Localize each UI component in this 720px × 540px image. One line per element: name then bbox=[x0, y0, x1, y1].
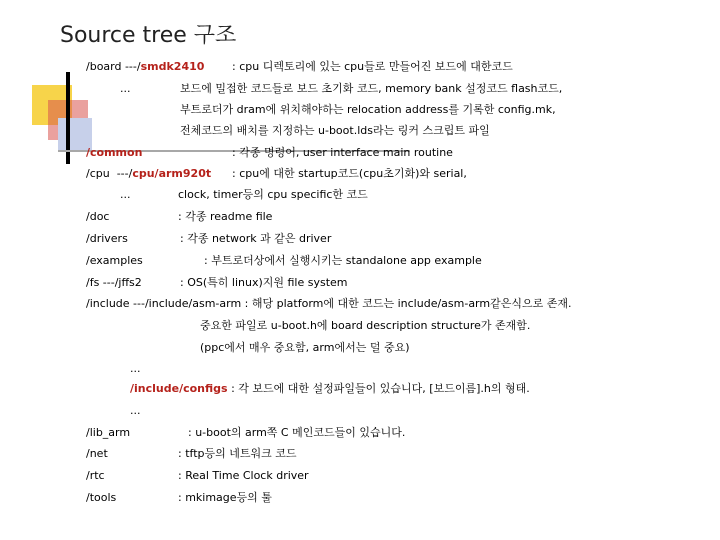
board-dir: smdk2410 bbox=[140, 60, 205, 73]
board-desc-1: : cpu 디렉토리에 있는 cpu들로 만들어진 보드에 대한코드 bbox=[232, 60, 513, 73]
board-ellipsis: ... bbox=[120, 82, 131, 95]
cpu-prefix: /cpu ---/ bbox=[86, 167, 133, 180]
fs-desc: : OS(특히 linux)지원 file system bbox=[180, 276, 348, 289]
lib-arm-desc: : u-boot의 arm쪽 C 메인코드들이 있습니다. bbox=[188, 426, 406, 439]
doc-desc: : 각종 readme file bbox=[178, 210, 273, 223]
configs-desc: : 각 보드에 대한 설정파일들이 있습니다, [보드이름].h의 형태. bbox=[227, 382, 530, 395]
include-desc-2: 중요한 파일로 u-boot.h에 board description structure가 존재함. bbox=[200, 319, 531, 332]
board-path bbox=[86, 60, 204, 74]
cpu-dir: cpu/arm920t bbox=[132, 167, 212, 180]
examples-desc: : 부트로더상에서 실행시키는 standalone app example bbox=[204, 254, 482, 267]
configs-line bbox=[130, 382, 530, 396]
drivers-path: /drivers bbox=[86, 232, 128, 245]
board-prefix: /board ---/ bbox=[86, 60, 141, 73]
net-path: /net bbox=[86, 447, 108, 460]
cpu-desc-1: : cpu에 대한 startup코드(cpu초기화)와 serial, bbox=[232, 167, 467, 180]
include-ellipsis-1: ... bbox=[130, 362, 141, 375]
page-title: Source tree 구조 bbox=[60, 23, 237, 48]
include-line: /include ---/include/asm-arm : 해당 platform에 대한 코드는 include/asm-arm같은식으로 존재. bbox=[86, 297, 572, 310]
common-desc: : 각종 명령어, user interface main routine bbox=[232, 146, 453, 159]
rtc-path: /rtc bbox=[86, 469, 105, 482]
examples-path: /examples bbox=[86, 254, 143, 267]
lib-arm-path: /lib_arm bbox=[86, 426, 131, 439]
cpu-path bbox=[86, 167, 211, 181]
net-desc: : tftp등의 네트워크 코드 bbox=[178, 447, 297, 460]
cpu-desc-2: clock, timer등의 cpu specific한 코드 bbox=[178, 188, 368, 201]
doc-path: /doc bbox=[86, 210, 110, 223]
include-desc-3: (ppc에서 매우 중요함, arm에서는 덜 중요) bbox=[200, 341, 410, 354]
include-ellipsis-2: ... bbox=[130, 404, 141, 417]
tools-path: /tools bbox=[86, 491, 117, 504]
common-path: /common bbox=[86, 146, 143, 159]
board-desc-3: 부트로더가 dram에 위치해야하는 relocation address를 기록한 config.mk, bbox=[180, 103, 556, 116]
drivers-desc: : 각종 network 과 같은 driver bbox=[180, 232, 332, 245]
board-desc-2: 보드에 밀접한 코드들로 보드 초기화 코드, memory bank 설정코드 flash코드, bbox=[180, 82, 563, 95]
fs-path: /fs ---/jffs2 bbox=[86, 276, 142, 289]
rtc-desc: : Real Time Clock driver bbox=[178, 469, 309, 482]
cpu-ellipsis: ... bbox=[120, 188, 131, 201]
configs-dir: /include/configs bbox=[130, 382, 228, 395]
board-desc-4: 전체코드의 배치를 지정하는 u-boot.lds라는 링커 스크립트 파일 bbox=[180, 124, 490, 137]
tools-desc: : mkimage등의 툴 bbox=[178, 491, 272, 504]
